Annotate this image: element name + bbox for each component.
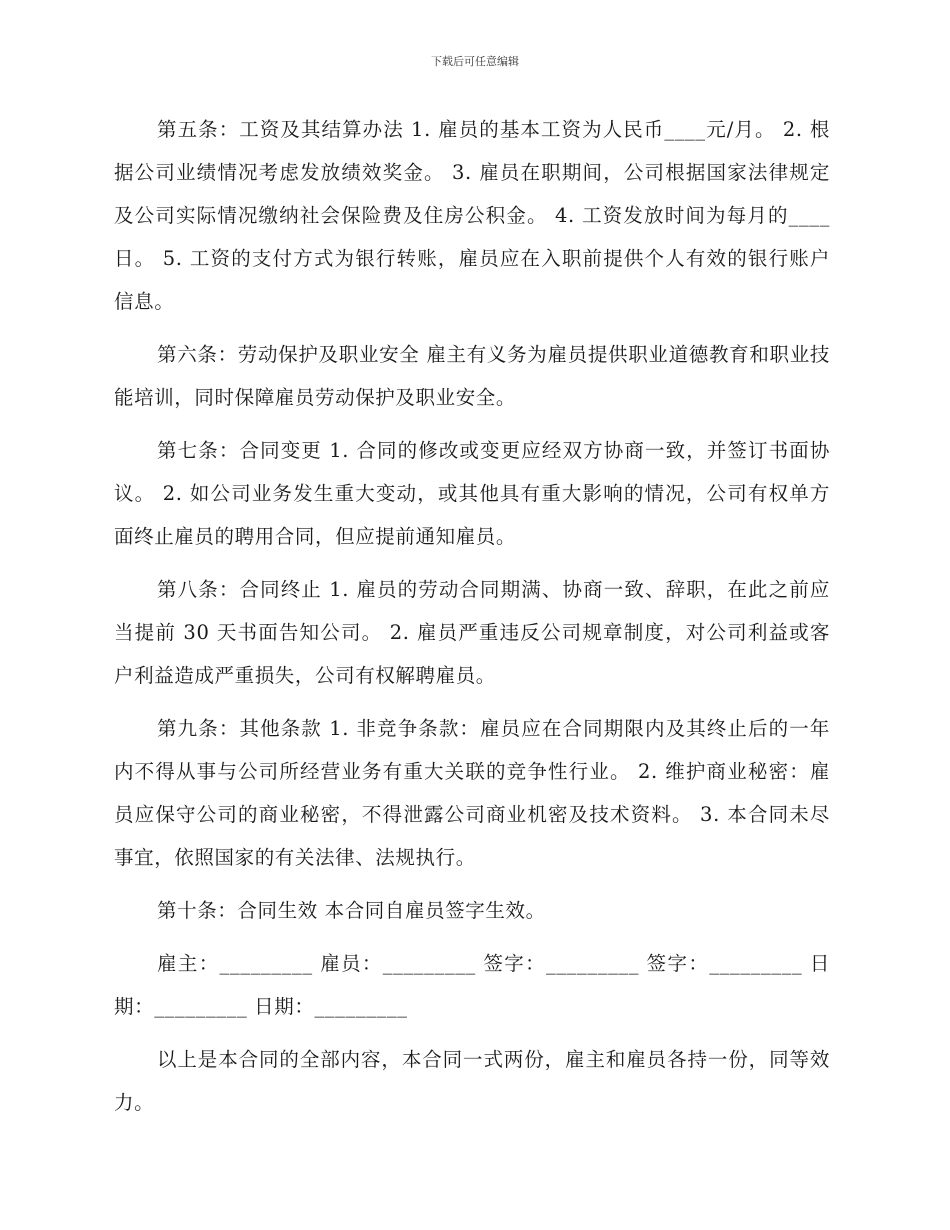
article-9-other-terms: 第九条：其他条款 1. 非竞争条款：雇员应在合同期限内及其终止后的一年内不得从事与公司所经营业务有重大关联的竞争性行业。 2. 维护商业秘密：雇员应保守公司的商业秘密，不得泄露公司商业机密及技术资料。 3. 本合同未尽事宜，依照国家的有关法律、法规执行。	[114, 717, 830, 869]
article-7-contract-change: 第七条：合同变更 1. 合同的修改或变更应经双方协商一致，并签订书面协议。 2. 如公司业务发生重大变动，或其他具有重大影响的情况，公司有权单方面终止雇员的聘用合同，但应提前通知雇员。	[114, 439, 830, 548]
article-5-salary: 第五条：工资及其结算办法 1. 雇员的基本工资为人民币____元/月。 2. 根据公司业绩情况考虑发放绩效奖金。 3. 雇员在职期间，公司根据国家法律规定及公司实际情况缴纳社会保险费及住房公积金。 4. 工资发放时间为每月的____日。 5. 工资的支付方式为银行转账，雇员应在入职前提供个人有效的银行账户信息。	[114, 118, 830, 313]
article-6-labor-protection: 第六条：劳动保护及职业安全 雇主有义务为雇员提供职业道德教育和职业技能培训，同时保障雇员劳动保护及职业安全。	[114, 343, 830, 409]
page-header: 下载后可任意编辑	[431, 55, 519, 68]
closing-statement: 以上是本合同的全部内容，本合同一式两份，雇主和雇员各持一份，同等效力。	[114, 1048, 830, 1114]
article-10-effectiveness: 第十条：合同生效 本合同自雇员签字生效。	[157, 899, 546, 922]
article-8-contract-termination: 第八条：合同终止 1. 雇员的劳动合同期满、协商一致、辞职，在此之前应当提前 30 天书面告知公司。 2. 雇员严重违反公司规章制度，对公司利益或客户利益造成严重损失，公司有权解聘雇员。	[114, 578, 830, 687]
document-body	[114, 108, 830, 1134]
signature-block: 雇主：_________ 雇员：_________ 签字：_________ 签字：_________ 日期：_________ 日期：_________	[114, 952, 830, 1018]
